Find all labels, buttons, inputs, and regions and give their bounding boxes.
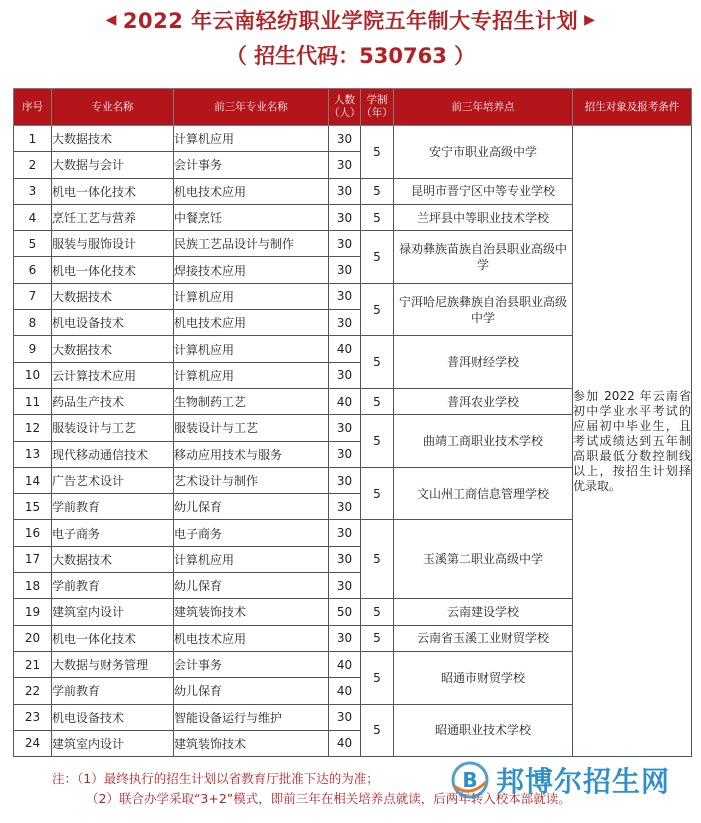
- row-major: 学前教育: [52, 573, 174, 599]
- row-no: 23: [14, 704, 52, 730]
- row-count: 30: [329, 362, 361, 388]
- row-major: 服装与服饰设计: [52, 231, 174, 257]
- school-cell: 云南省玉溪工业财贸学校: [394, 625, 573, 651]
- header-condition: 招生对象及报考条件: [573, 89, 692, 126]
- condition-cell: 参加 2022 年云南省初中学业水平考试的应届初中毕业生，且考试成绩达到五年制高职最低分数控制线以上，按招生计划择优录取。: [573, 126, 692, 757]
- row-pre-major: 计算机应用: [174, 362, 329, 388]
- row-years: 5: [361, 283, 394, 336]
- note-line-2: （2）联合办学采取“3+2”模式，即前三年在相关培养点就读，后两年转入校本部就读。: [86, 791, 571, 806]
- row-count: 40: [329, 388, 361, 414]
- row-count: 30: [329, 231, 361, 257]
- row-major: 机电一体化技术: [52, 257, 174, 283]
- row-count: 30: [329, 546, 361, 572]
- row-no: 24: [14, 730, 52, 756]
- title-text: 2022 年云南轻纺职业学院五年制大专招生计划: [122, 9, 579, 33]
- row-major: 学前教育: [52, 494, 174, 520]
- row-pre-major: 幼儿保育: [174, 573, 329, 599]
- school-cell: 曲靖工商职业技术学校: [394, 415, 573, 468]
- school-cell: 玉溪第二职业高级中学: [394, 520, 573, 599]
- header-count: 人数（人）: [329, 89, 361, 126]
- row-years: 5: [361, 625, 394, 651]
- row-no: 13: [14, 441, 52, 467]
- row-major: 学前教育: [52, 678, 174, 704]
- row-pre-major: 中餐烹饪: [174, 204, 329, 230]
- row-no: 20: [14, 625, 52, 651]
- school-cell: 禄劝彝族苗族自治县职业高级中学: [394, 231, 573, 284]
- row-pre-major: 会计事务: [174, 152, 329, 178]
- row-years: 5: [361, 704, 394, 757]
- row-years: 5: [361, 178, 394, 204]
- row-count: 30: [329, 704, 361, 730]
- row-count: 30: [329, 625, 361, 651]
- row-count: 30: [329, 573, 361, 599]
- school-cell: 文山州工商信息管理学校: [394, 467, 573, 520]
- row-no: 3: [14, 178, 52, 204]
- row-years: 5: [361, 651, 394, 704]
- row-major: 服装设计与工艺: [52, 415, 174, 441]
- note-text-1: （1）最终执行的招生计划以省教育厅批准下达的为准；: [77, 771, 379, 786]
- row-pre-major: 艺术设计与制作: [174, 467, 329, 493]
- school-cell: 宁洱哈尼族彝族自治县职业高级中学: [394, 283, 573, 336]
- row-count: 40: [329, 336, 361, 362]
- row-count: 40: [329, 678, 361, 704]
- row-pre-major: 机电技术应用: [174, 310, 329, 336]
- row-major: 机电一体化技术: [52, 178, 174, 204]
- row-major: 药品生产技术: [52, 388, 174, 414]
- row-pre-major: 智能设备运行与维护: [174, 704, 329, 730]
- header-major: 专业名称: [52, 89, 174, 126]
- row-pre-major: 焊接技术应用: [174, 257, 329, 283]
- row-no: 15: [14, 494, 52, 520]
- row-pre-major: 计算机应用: [174, 126, 329, 152]
- row-no: 7: [14, 283, 52, 309]
- row-no: 19: [14, 599, 52, 625]
- row-no: 21: [14, 651, 52, 677]
- school-cell: 普洱财经学校: [394, 336, 573, 389]
- row-no: 8: [14, 310, 52, 336]
- enrollment-plan-table: [13, 88, 692, 757]
- row-count: 30: [329, 520, 361, 546]
- watermark-logo-icon: [450, 760, 490, 800]
- row-no: 2: [14, 152, 52, 178]
- header-years: 学制（年）: [361, 89, 394, 126]
- school-cell: 普洱农业学校: [394, 388, 573, 414]
- row-count: 30: [329, 204, 361, 230]
- row-major: 大数据技术: [52, 336, 174, 362]
- row-major: 机电设备技术: [52, 310, 174, 336]
- row-no: 16: [14, 520, 52, 546]
- row-no: 10: [14, 362, 52, 388]
- row-pre-major: 幼儿保育: [174, 494, 329, 520]
- row-major: 大数据技术: [52, 546, 174, 572]
- row-no: 11: [14, 388, 52, 414]
- row-pre-major: 会计事务: [174, 651, 329, 677]
- row-no: 5: [14, 231, 52, 257]
- triangle-left-icon: ◀: [105, 12, 117, 28]
- row-count: 30: [329, 415, 361, 441]
- page-title: [0, 6, 701, 37]
- row-major: 建筑室内设计: [52, 599, 174, 625]
- row-count: 30: [329, 494, 361, 520]
- school-cell: 兰坪县中等职业技术学校: [394, 204, 573, 230]
- row-major: 机电设备技术: [52, 704, 174, 730]
- row-no: 18: [14, 573, 52, 599]
- row-count: 30: [329, 152, 361, 178]
- row-major: 云计算技术应用: [52, 362, 174, 388]
- triangle-right-icon: ▶: [584, 12, 596, 28]
- row-major: 现代移动通信技术: [52, 441, 174, 467]
- row-pre-major: 生物制药工艺: [174, 388, 329, 414]
- row-count: 30: [329, 467, 361, 493]
- row-pre-major: 电子商务: [174, 520, 329, 546]
- row-count: 30: [329, 283, 361, 309]
- watermark-text: 邦博尔招生网: [496, 765, 671, 798]
- row-count: 50: [329, 599, 361, 625]
- school-cell: 云南建设学校: [394, 599, 573, 625]
- row-years: 5: [361, 126, 394, 179]
- row-years: 5: [361, 336, 394, 389]
- row-no: 22: [14, 678, 52, 704]
- row-no: 1: [14, 126, 52, 152]
- header-school: 前三年培养点: [394, 89, 573, 126]
- row-years: 5: [361, 231, 394, 284]
- row-count: 30: [329, 178, 361, 204]
- row-pre-major: 机电技术应用: [174, 625, 329, 651]
- row-pre-major: 机电技术应用: [174, 178, 329, 204]
- school-cell: 昭通职业技术学校: [394, 704, 573, 757]
- watermark: [450, 760, 670, 800]
- row-years: 5: [361, 467, 394, 520]
- row-no: 17: [14, 546, 52, 572]
- row-count: 30: [329, 257, 361, 283]
- row-major: 大数据与会计: [52, 152, 174, 178]
- row-no: 4: [14, 204, 52, 230]
- row-pre-major: 民族工艺品设计与制作: [174, 231, 329, 257]
- row-no: 9: [14, 336, 52, 362]
- row-major: 大数据技术: [52, 283, 174, 309]
- row-pre-major: 建筑装饰技术: [174, 599, 329, 625]
- row-pre-major: 计算机应用: [174, 546, 329, 572]
- row-pre-major: 移动应用技术与服务: [174, 441, 329, 467]
- row-major: 建筑室内设计: [52, 730, 174, 756]
- note-prefix: 注：: [52, 771, 78, 786]
- row-years: 5: [361, 415, 394, 468]
- table-header-row: [14, 89, 692, 126]
- header: [0, 6, 701, 71]
- row-major: 大数据与财务管理: [52, 651, 174, 677]
- school-cell: 昭通市财贸学校: [394, 651, 573, 704]
- row-major: 广告艺术设计: [52, 467, 174, 493]
- row-count: 30: [329, 441, 361, 467]
- school-cell: 昆明市晋宁区中等专业学校: [394, 178, 573, 204]
- row-major: 大数据技术: [52, 126, 174, 152]
- row-count: 30: [329, 310, 361, 336]
- row-count: 40: [329, 651, 361, 677]
- row-count: 30: [329, 126, 361, 152]
- header-no: 序号: [14, 89, 52, 126]
- row-pre-major: 计算机应用: [174, 283, 329, 309]
- table-row: [14, 126, 692, 152]
- row-no: 14: [14, 467, 52, 493]
- row-major: 电子商务: [52, 520, 174, 546]
- admission-code: （ 招生代码：530763 ）: [225, 44, 476, 68]
- school-cell: 安宁市职业高级中学: [394, 126, 573, 179]
- row-years: 5: [361, 388, 394, 414]
- row-pre-major: 建筑装饰技术: [174, 730, 329, 756]
- watermark-logo-letter: B: [462, 768, 478, 792]
- row-pre-major: 计算机应用: [174, 336, 329, 362]
- header-pre-major: 前三年专业名称: [174, 89, 329, 126]
- row-major: 机电一体化技术: [52, 625, 174, 651]
- row-years: 5: [361, 204, 394, 230]
- row-pre-major: 幼儿保育: [174, 678, 329, 704]
- row-major: 烹饪工艺与营养: [52, 204, 174, 230]
- row-count: 40: [329, 730, 361, 756]
- row-pre-major: 服装设计与工艺: [174, 415, 329, 441]
- row-no: 12: [14, 415, 52, 441]
- row-no: 6: [14, 257, 52, 283]
- row-years: 5: [361, 599, 394, 625]
- row-years: 5: [361, 520, 394, 599]
